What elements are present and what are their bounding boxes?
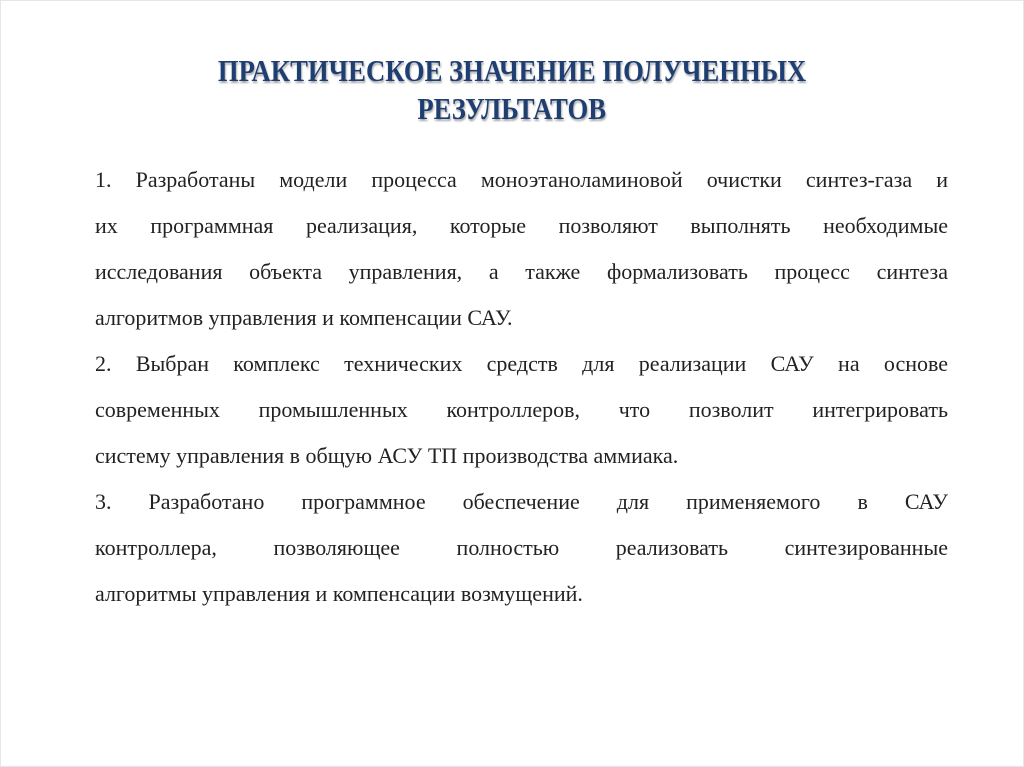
slide-title (0, 52, 1024, 128)
text-line: 1. Разработаны модели процесса моноэтаноламиновой очистки синтез-газа и (95, 167, 948, 192)
text-line: алгоритмы управления и компенсации возмущений. (95, 581, 583, 606)
text-line: исследования объекта управления, а также формализовать процесс синтеза (95, 259, 948, 284)
text-line: 2. Выбран комплекс технических средств для реализации САУ на основе (95, 351, 948, 376)
paragraph-3 (95, 484, 948, 622)
paragraph-2 (95, 346, 948, 484)
paragraph-1 (95, 162, 948, 346)
title-line-2: РЕЗУЛЬТАТОВ (417, 91, 607, 126)
title-line-1: ПРАКТИЧЕСКОЕ ЗНАЧЕНИЕ ПОЛУЧЕННЫХ (217, 53, 807, 88)
text-line: алгоритмов управления и компенсации САУ. (95, 305, 513, 330)
slide-body (95, 162, 948, 622)
text-line: современных промышленных контроллеров, что позволит интегрировать (95, 397, 948, 422)
text-line: контроллера, позволяющее полностью реализовать синтезированные (95, 535, 948, 560)
text-line: их программная реализация, которые позволяют выполнять необходимые (95, 213, 948, 238)
text-line: систему управления в общую АСУ ТП производства аммиака. (95, 443, 679, 468)
text-line: 3. Разработано программное обеспечение для применяемого в САУ (95, 489, 948, 514)
